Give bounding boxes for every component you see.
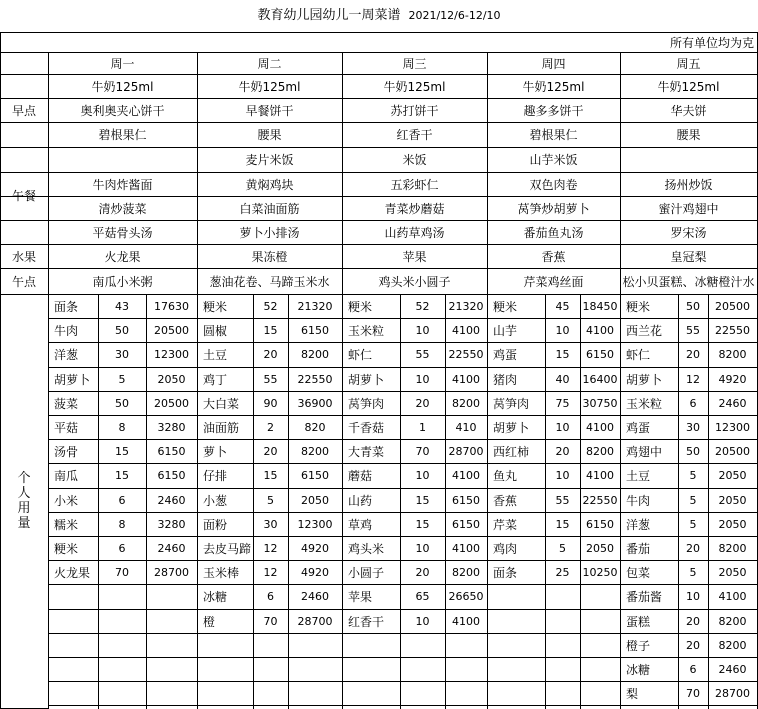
ingredient-grams: 10 [555, 323, 570, 337]
lunch-item: 青菜炒蘑菇 [384, 201, 445, 216]
ingredient-grams: 50 [115, 323, 129, 337]
breakfast-item: 早餐饼干 [245, 103, 294, 118]
ingredient-grams: 12 [263, 565, 278, 579]
ingredient-name: 面条 [54, 299, 79, 314]
ingredient-name: 面粉 [203, 517, 228, 532]
ingredient-grams: 5 [118, 372, 126, 386]
ingredient-grams: 5 [689, 565, 697, 579]
ingredient-total: 12300 [297, 517, 333, 531]
ingredient-total: 4920 [718, 372, 747, 386]
ingredient-total: 18450 [582, 299, 618, 313]
ingredient-name: 鸡蛋 [626, 420, 651, 435]
lunch-item: 黄焖鸡块 [245, 177, 294, 192]
ingredient-total: 8200 [718, 348, 747, 361]
fruit-item: 皇冠梨 [670, 249, 707, 264]
ingredient-total: 3280 [157, 420, 186, 434]
ingredient-total: 2050 [157, 372, 186, 386]
fruit-item: 火龙果 [104, 249, 141, 264]
ingredient-name: 包菜 [626, 565, 651, 580]
ingredient-grams: 75 [555, 396, 570, 410]
lunch-item: 莴笋炒胡萝卜 [517, 201, 590, 216]
ingredient-grams: 52 [415, 299, 430, 313]
ingredient-name: 蘑菇 [348, 469, 373, 483]
ingredient-grams: 70 [115, 565, 129, 579]
grid-line [48, 705, 758, 706]
ingredient-name: 千香菇 [348, 420, 385, 435]
ingredient-name: 苹果 [348, 590, 373, 604]
ingredient-name: 冰糖 [626, 662, 651, 677]
ingredient-name: 橙子 [626, 638, 651, 653]
ingredient-grams: 40 [555, 372, 570, 386]
ingredient-name: 小圆子 [348, 565, 385, 580]
ingredient-total: 4100 [452, 541, 480, 555]
ingredient-name: 虾仁 [626, 348, 651, 362]
ingredient-total: 2050 [586, 541, 614, 555]
ingredient-grams: 20 [263, 444, 278, 458]
snack-item: 芹菜鸡丝面 [523, 274, 584, 289]
ingredient-grams: 15 [115, 444, 129, 458]
ingredient-name: 莴笋肉 [348, 396, 385, 411]
ingredient-grams: 20 [415, 396, 430, 410]
ingredient-grams: 12 [686, 372, 700, 386]
ingredient-name: 大青菜 [348, 444, 385, 459]
ingredient-name: 鱼丸 [493, 469, 518, 483]
ingredient-total: 22550 [582, 493, 618, 507]
ingredient-total: 28700 [715, 686, 750, 700]
ingredient-total: 8200 [452, 565, 480, 579]
portion-label-char: 量 [17, 516, 31, 531]
ingredient-name: 红香干 [348, 614, 385, 629]
breakfast-item: 牛奶125ml [383, 79, 446, 94]
ingredient-grams: 1 [419, 420, 426, 434]
ingredient-total: 16400 [582, 372, 618, 386]
ingredient-name: 菠菜 [54, 396, 79, 411]
ingredient-grams: 25 [555, 565, 570, 579]
ingredient-name: 牛肉 [54, 323, 79, 338]
ingredient-name: 鸡丁 [203, 372, 228, 387]
ingredient-grams: 10 [415, 323, 430, 337]
ingredient-total: 2050 [718, 493, 747, 507]
ingredient-name: 西兰花 [626, 323, 663, 338]
ingredient-total: 8200 [452, 396, 480, 410]
ingredient-name: 玉米棒 [203, 565, 240, 580]
ingredient-grams: 65 [415, 590, 430, 603]
ingredient-name: 油面筋 [203, 420, 240, 435]
ingredient-grams: 2 [267, 420, 274, 434]
ingredient-total: 4920 [301, 541, 329, 555]
breakfast-item: 牛奶125ml [657, 79, 720, 94]
ingredient-total: 26650 [448, 590, 484, 603]
ingredient-total: 20500 [715, 299, 750, 313]
breakfast-item: 趣多多饼干 [523, 103, 584, 118]
ingredient-name: 火龙果 [54, 565, 91, 580]
breakfast-item: 牛奶125ml [91, 79, 154, 94]
unit-note: 所有单位均为克 [669, 36, 754, 50]
ingredient-grams: 8 [118, 420, 126, 434]
ingredient-total: 2050 [301, 493, 329, 507]
ingredient-total: 6150 [157, 444, 186, 458]
ingredient-grams: 50 [686, 444, 700, 458]
ingredient-total: 28700 [448, 444, 484, 458]
day-header: 周三 [402, 56, 427, 71]
ingredient-total: 2460 [157, 493, 186, 507]
portion-label-char: 人 [17, 486, 31, 501]
ingredient-total: 36900 [297, 396, 333, 410]
ingredient-name: 番茄酱 [626, 590, 663, 604]
date-range: 2021/12/6-12/10 [408, 9, 501, 22]
ingredient-total: 4100 [586, 323, 614, 337]
ingredient-name: 番茄 [626, 541, 651, 556]
row-label-breakfast: 早点 [11, 104, 36, 118]
lunch-item: 山药草鸡汤 [384, 225, 445, 240]
day-header: 周二 [257, 56, 282, 71]
ingredient-total: 3280 [157, 517, 186, 531]
snack-item: 南瓜小米粥 [92, 274, 153, 289]
ingredient-total: 8200 [718, 541, 747, 555]
ingredient-total: 6150 [452, 517, 480, 531]
ingredient-total: 6150 [301, 323, 329, 337]
ingredient-name: 牛肉 [626, 493, 651, 508]
ingredient-name: 胡萝卜 [348, 372, 385, 387]
breakfast-item: 华夫饼 [670, 103, 707, 118]
ingredient-name: 香蕉 [493, 493, 518, 508]
ingredient-grams: 15 [115, 469, 129, 482]
ingredient-grams: 10 [555, 420, 570, 434]
ingredient-name: 土豆 [203, 348, 228, 362]
ingredient-total: 6150 [586, 348, 614, 361]
lunch-item: 萝卜小排汤 [239, 225, 300, 240]
lunch-item: 麦片米饭 [245, 153, 294, 167]
ingredient-total: 8200 [301, 348, 329, 361]
ingredient-total: 2460 [157, 541, 186, 555]
ingredient-grams: 8 [118, 517, 126, 531]
ingredient-grams: 10 [415, 469, 430, 482]
snack-item: 葱油花卷、马蹄玉米水 [209, 274, 330, 289]
ingredient-name: 小米 [54, 493, 79, 508]
ingredient-grams: 5 [267, 493, 274, 507]
ingredient-name: 玉米粒 [348, 323, 385, 338]
ingredient-name: 梨 [626, 686, 639, 701]
grid-line [0, 32, 758, 33]
day-header: 周四 [541, 56, 566, 71]
ingredient-grams: 30 [115, 348, 129, 361]
ingredient-grams: 55 [415, 348, 430, 361]
ingredient-grams: 15 [415, 517, 430, 531]
ingredient-grams: 15 [555, 348, 570, 361]
ingredient-name: 蛋糕 [626, 614, 651, 629]
breakfast-item: 牛奶125ml [522, 79, 585, 94]
ingredient-name: 山药 [348, 493, 373, 508]
breakfast-item: 碧根果仁 [98, 128, 147, 142]
ingredient-name: 粳米 [203, 299, 228, 314]
ingredient-total: 410 [455, 420, 477, 434]
ingredient-grams: 70 [686, 686, 700, 700]
row-label-snack: 午点 [11, 274, 36, 289]
lunch-item: 白菜油面筋 [239, 201, 300, 216]
ingredient-name: 萝卜 [203, 444, 228, 459]
ingredient-grams: 15 [555, 517, 570, 531]
ingredient-name: 粳米 [348, 299, 373, 314]
lunch-item: 双色肉卷 [529, 177, 578, 192]
ingredient-total: 6150 [586, 517, 614, 531]
breakfast-item: 腰果 [257, 128, 282, 142]
ingredient-name: 草鸡 [348, 517, 373, 532]
ingredient-total: 6150 [157, 469, 186, 482]
day-header: 周一 [110, 56, 135, 71]
ingredient-total: 2460 [718, 662, 747, 676]
ingredient-name: 玉米粒 [626, 396, 663, 411]
ingredient-total: 2460 [718, 396, 747, 410]
ingredient-grams: 90 [263, 396, 278, 410]
ingredient-grams: 70 [415, 444, 430, 458]
portion-label-char: 用 [17, 501, 31, 516]
row-label-lunch: 午餐 [11, 189, 36, 203]
breakfast-item: 奥利奥夹心饼干 [80, 103, 165, 118]
ingredient-total: 2460 [301, 590, 329, 603]
ingredient-grams: 6 [118, 541, 126, 555]
ingredient-total: 4100 [586, 420, 614, 434]
ingredient-grams: 10 [686, 590, 700, 603]
ingredient-total: 4100 [452, 469, 480, 482]
ingredient-total: 8200 [586, 444, 614, 458]
breakfast-item: 牛奶125ml [238, 79, 301, 94]
ingredient-name: 西红柿 [493, 444, 530, 459]
ingredient-total: 8200 [718, 614, 747, 628]
ingredient-total: 8200 [718, 638, 747, 652]
ingredient-grams: 20 [263, 348, 278, 361]
row-label-fruit: 水果 [11, 249, 36, 264]
ingredient-grams: 6 [689, 396, 697, 410]
ingredient-total: 6150 [301, 469, 329, 482]
ingredient-total: 21320 [297, 299, 333, 313]
ingredient-name: 汤骨 [54, 444, 79, 459]
ingredient-grams: 43 [115, 299, 129, 313]
breakfast-item: 红香干 [396, 128, 433, 142]
ingredient-grams: 12 [263, 541, 278, 555]
ingredient-grams: 15 [415, 493, 430, 507]
ingredient-total: 22550 [715, 323, 750, 337]
ingredient-total: 4920 [301, 565, 329, 579]
menu-title: 教育幼儿园幼儿一周菜谱 [257, 8, 401, 23]
ingredient-grams: 20 [686, 348, 700, 361]
lunch-item: 米饭 [402, 153, 427, 167]
ingredient-grams: 10 [415, 541, 430, 555]
ingredient-name: 山芋 [493, 323, 518, 338]
ingredient-name: 胡萝卜 [54, 372, 91, 387]
ingredient-grams: 10 [415, 372, 430, 386]
lunch-item: 扬州炒饭 [664, 177, 713, 192]
ingredient-grams: 6 [689, 662, 697, 676]
ingredient-total: 4100 [718, 590, 747, 603]
ingredient-grams: 55 [263, 372, 278, 386]
ingredient-name: 小葱 [203, 493, 228, 508]
ingredient-grams: 15 [263, 323, 278, 337]
day-header: 周五 [676, 56, 701, 71]
ingredient-grams: 55 [555, 493, 570, 507]
ingredient-name: 粳米 [626, 299, 651, 314]
ingredient-name: 鸡头米 [348, 541, 385, 556]
ingredient-name: 平菇 [54, 420, 79, 435]
ingredient-name: 粳米 [54, 541, 79, 556]
lunch-item: 平菇骨头汤 [92, 225, 153, 240]
ingredient-grams: 20 [686, 614, 700, 628]
ingredient-grams: 50 [115, 396, 129, 410]
ingredient-total: 30750 [582, 396, 618, 410]
ingredient-grams: 6 [267, 590, 274, 603]
row-label-portion [0, 294, 48, 708]
ingredient-grams: 20 [415, 565, 430, 579]
ingredient-grams: 20 [686, 638, 700, 652]
breakfast-item: 腰果 [676, 128, 701, 142]
ingredient-name: 胡萝卜 [493, 420, 530, 435]
lunch-item: 清炒菠菜 [98, 201, 147, 216]
ingredient-name: 橙 [203, 614, 216, 629]
ingredient-total: 4100 [452, 323, 480, 337]
ingredient-name: 南瓜 [54, 469, 79, 483]
ingredient-grams: 55 [686, 323, 700, 337]
ingredient-name: 去皮马蹄 [203, 541, 252, 556]
page-title [0, 0, 758, 32]
ingredient-name: 冰糖 [203, 590, 228, 604]
ingredient-grams: 52 [263, 299, 278, 313]
ingredient-grams: 5 [689, 493, 697, 507]
ingredient-total: 2050 [718, 565, 747, 579]
ingredient-name: 虾仁 [348, 348, 373, 362]
ingredient-total: 12300 [154, 348, 189, 361]
fruit-item: 香蕉 [541, 249, 566, 264]
ingredient-total: 6150 [452, 493, 480, 507]
ingredient-grams: 50 [686, 299, 700, 313]
ingredient-name: 莴笋肉 [493, 396, 530, 411]
ingredient-total: 21320 [448, 299, 484, 313]
ingredient-total: 4100 [586, 469, 614, 482]
ingredient-grams: 5 [689, 517, 697, 531]
ingredient-grams: 10 [415, 614, 430, 628]
ingredient-name: 大白菜 [203, 396, 240, 411]
ingredient-total: 2050 [718, 469, 747, 482]
ingredient-grams: 5 [559, 541, 566, 555]
ingredient-total: 4100 [452, 614, 480, 628]
ingredient-total: 17630 [154, 299, 189, 313]
ingredient-grams: 30 [263, 517, 278, 531]
ingredient-name: 粳米 [493, 299, 518, 314]
ingredient-total: 12300 [715, 420, 750, 434]
lunch-item: 山芋米饭 [529, 153, 578, 167]
ingredient-name: 芹菜 [493, 517, 518, 532]
ingredient-total: 22550 [448, 348, 484, 361]
ingredient-total: 28700 [154, 565, 189, 579]
ingredient-name: 鸡蛋 [493, 348, 518, 362]
ingredient-grams: 5 [689, 469, 697, 482]
ingredient-name: 仔排 [203, 469, 228, 483]
ingredient-total: 20500 [154, 323, 189, 337]
lunch-item: 番茄鱼丸汤 [523, 225, 584, 240]
ingredient-total: 820 [304, 420, 326, 434]
ingredient-total: 22550 [297, 372, 333, 386]
portion-label-char: 个 [17, 471, 31, 486]
ingredient-total: 2050 [718, 517, 747, 531]
ingredient-grams: 45 [555, 299, 570, 313]
ingredient-total: 10250 [582, 565, 618, 579]
lunch-item: 牛肉炸酱面 [92, 177, 153, 192]
ingredient-name: 猪肉 [493, 372, 518, 387]
ingredient-name: 鸡翅中 [626, 444, 663, 459]
ingredient-grams: 70 [263, 614, 278, 628]
ingredient-grams: 30 [686, 420, 700, 434]
ingredient-name: 洋葱 [626, 517, 651, 532]
ingredient-name: 土豆 [626, 469, 651, 483]
ingredient-total: 20500 [715, 444, 750, 458]
ingredient-total: 8200 [301, 444, 329, 458]
fruit-item: 果冻橙 [251, 249, 288, 264]
ingredient-name: 洋葱 [54, 348, 79, 362]
breakfast-item: 苏打饼干 [390, 103, 439, 118]
lunch-item: 罗宋汤 [670, 225, 707, 240]
snack-item: 鸡头米小圆子 [378, 274, 451, 289]
ingredient-name: 鸡肉 [493, 541, 518, 556]
ingredient-grams: 6 [118, 493, 126, 507]
ingredient-grams: 20 [555, 444, 570, 458]
ingredient-grams: 10 [555, 469, 570, 482]
ingredient-name: 糯米 [54, 517, 79, 532]
ingredient-name: 胡萝卜 [626, 372, 663, 387]
breakfast-item: 碧根果仁 [529, 128, 578, 142]
ingredient-grams: 15 [263, 469, 278, 482]
ingredient-name: 圆椒 [203, 323, 228, 338]
ingredient-total: 28700 [297, 614, 333, 628]
lunch-item: 五彩虾仁 [390, 177, 439, 192]
ingredient-total: 4100 [452, 372, 480, 386]
snack-item: 松小贝蛋糕、冰糖橙汁水 [622, 274, 755, 289]
ingredient-total: 20500 [154, 396, 189, 410]
lunch-item: 蜜汁鸡翅中 [658, 201, 719, 216]
fruit-item: 苹果 [402, 249, 427, 264]
ingredient-name: 面条 [493, 565, 518, 580]
ingredient-grams: 20 [686, 541, 700, 555]
